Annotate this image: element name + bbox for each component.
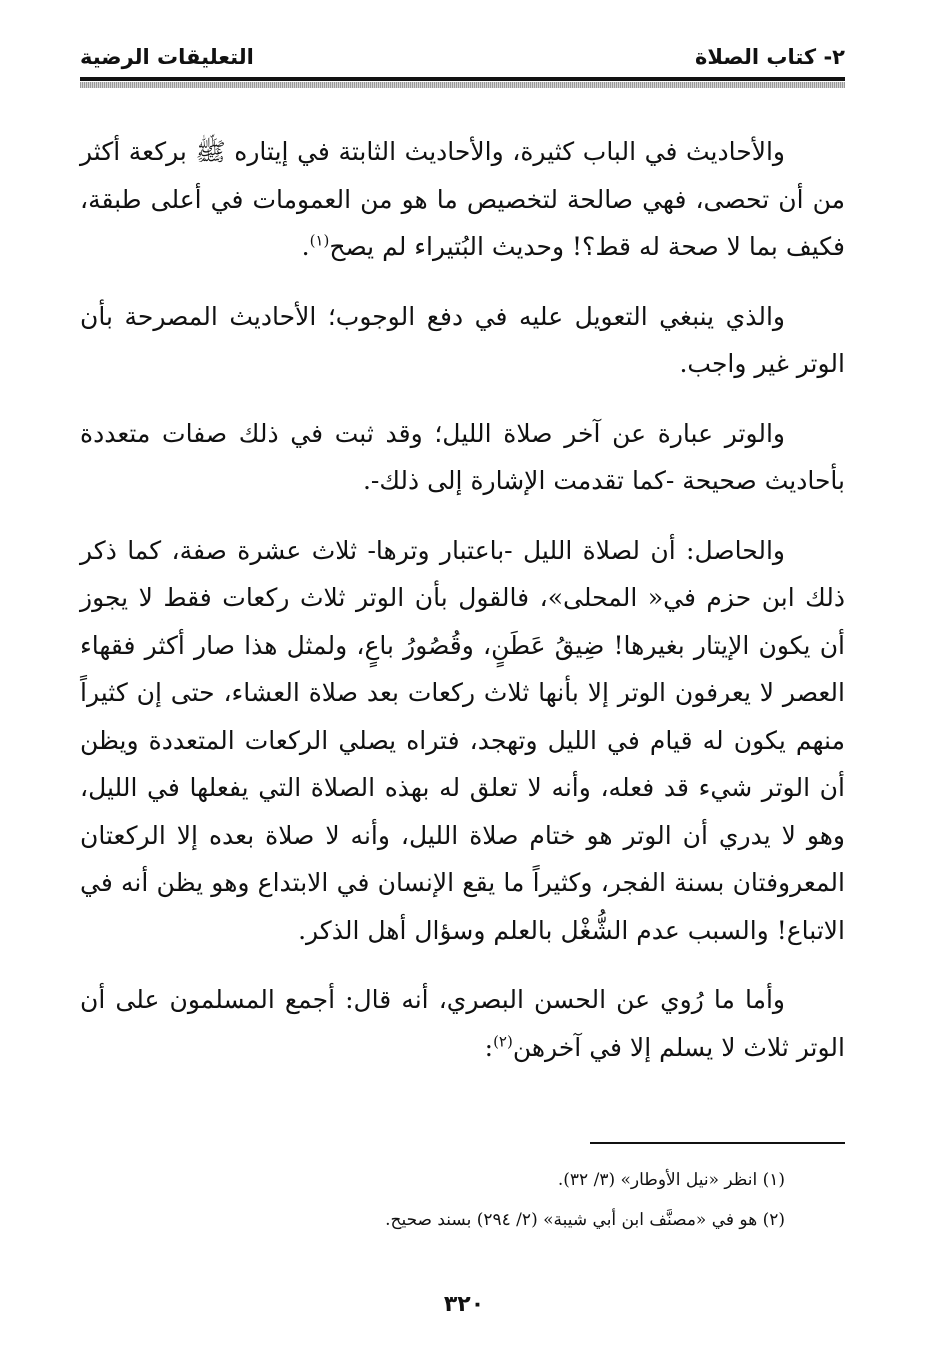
header-rule bbox=[80, 77, 845, 81]
paragraph-text: وأما ما رُوي عن الحسن البصري، أنه قال: أجمع المسلمون على أن الوتر ثلاث لا يسلم إلا في آخرهن bbox=[80, 985, 845, 1062]
footnote-ref: (١) bbox=[309, 231, 330, 250]
main-text bbox=[80, 128, 845, 1093]
chapter-title: ٢- كتاب الصلاة bbox=[694, 45, 845, 69]
paragraph bbox=[80, 410, 845, 505]
paragraph-text: والأحاديث في الباب كثيرة، والأحاديث الثابتة في إيتاره ﷺ بركعة أكثر من أن تحصى، فهي صالحة لتخصيص ما هو من العمومات في أعلى طبقة، فكيف بما لا صحة له قط؟! وحديث البُتيراء لم يصح bbox=[80, 137, 845, 261]
header-rule-shadow bbox=[80, 82, 845, 88]
footnote: (١) انظر «نيل الأوطار» (٣/ ٣٢). bbox=[557, 1170, 785, 1190]
paragraph-text: والحاصل: أن لصلاة الليل -باعتبار وترها- ثلاث عشرة صفة، كما ذكر ذلك ابن حزم في« المحلى»، فالقول بأن الوتر ثلاث ركعات فقط لا يجوز أن يكون الإيتار بغيرها! ضِيقُ عَطَنٍ، وقُصُورُ باعٍ، ولمثل هذا صار أكثر فقهاء العصر لا يعرفون الوتر إلا بأنها ثلاث ركعات بعد صلاة العشاء، حتى إن كثيراً منهم يكون له قيام في الليل وتهجد، فتراه يصلي الركعات المتعددة ويظن أن الوتر شيء قد فعله، وأنه لا تعلق له بهذه الصلاة التي يفعلها في الليل، وهو لا يدري أن الوتر هو ختام صلاة الليل، وأنه لا صلاة بعده إلا الركعتان المعروفتان بسنة الفجر، وكثيراً ما يقع الإنسان في الابتداع وهو يظن أنه في الاتباع! والسبب عدم الشُّغْل بالعلم وسؤال أهل الذكر. bbox=[80, 535, 845, 945]
footnote-ref: (٢) bbox=[493, 1032, 513, 1051]
book-title: التعليقات الرضية bbox=[80, 45, 254, 69]
paragraph bbox=[80, 293, 845, 388]
paragraph bbox=[80, 527, 845, 955]
page-number: ٣٢٠ bbox=[443, 1292, 485, 1317]
footnote-separator bbox=[590, 1142, 845, 1144]
paragraph bbox=[80, 128, 845, 271]
page-header bbox=[80, 40, 845, 74]
paragraph-tail: : bbox=[484, 1032, 494, 1062]
paragraph-text: والذي ينبغي التعويل عليه في دفع الوجوب؛ الأحاديث المصرحة بأن الوتر غير واجب. bbox=[80, 301, 845, 378]
footnote: (٢) هو في «مصنَّف ابن أبي شيبة» (٢/ ٢٩٤) بسند صحيح. bbox=[385, 1210, 785, 1230]
footnotes bbox=[80, 1160, 785, 1240]
paragraph-tail: . bbox=[301, 232, 310, 261]
paragraph bbox=[80, 976, 845, 1071]
paragraph-text: والوتر عبارة عن آخر صلاة الليل؛ وقد ثبت في ذلك صفات متعددة بأحاديث صحيحة -كما تقدمت الإشارة إلى ذلك-. bbox=[80, 418, 845, 495]
